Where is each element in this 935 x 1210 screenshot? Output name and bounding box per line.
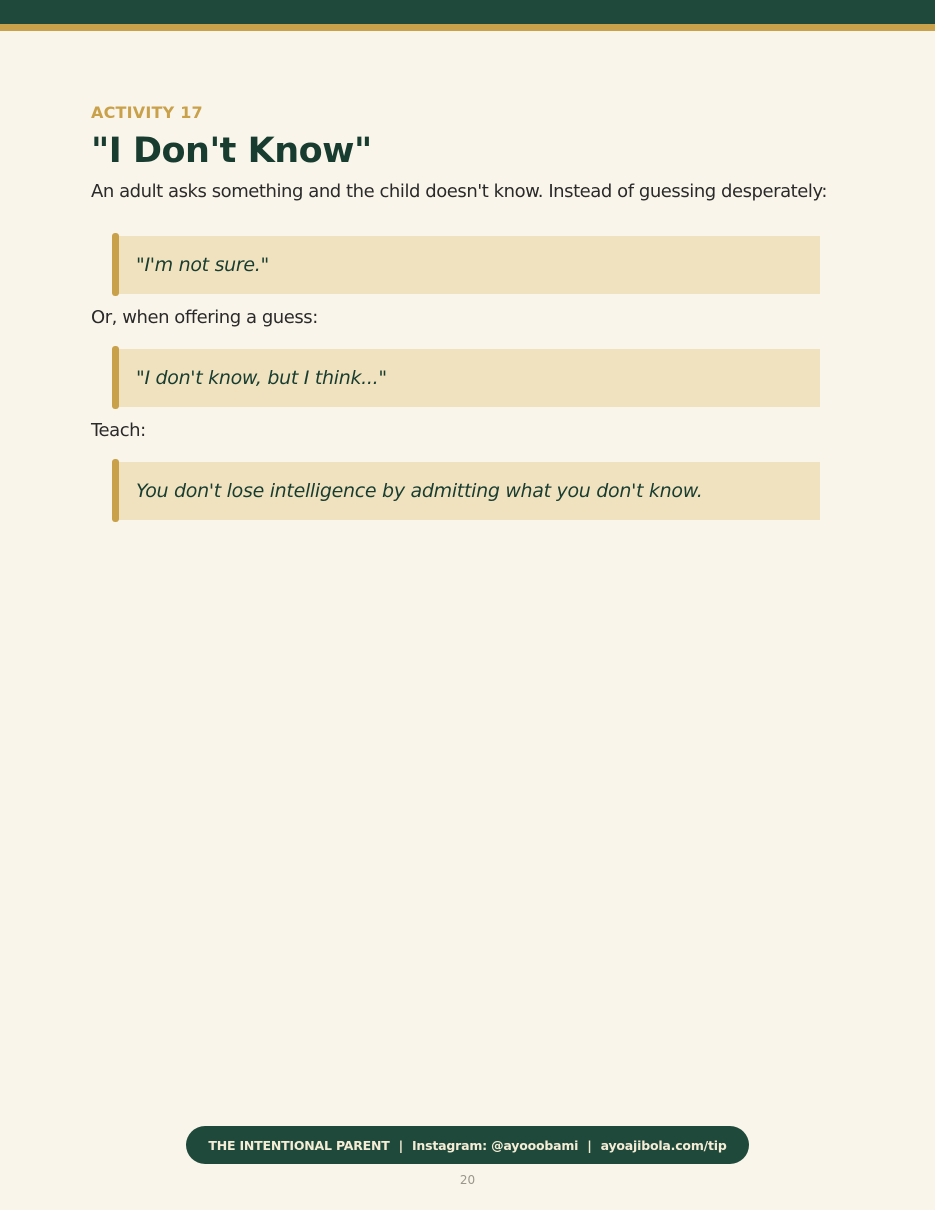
callout-im-not-sure [112,236,820,294]
footer-brand: THE INTENTIONAL PARENT [208,1137,390,1153]
callout-quote: You don't lose intelligence by admitting what you don't know. [136,480,703,502]
activity-label: ACTIVITY 17 [91,103,203,122]
callout-i-dont-know-but [112,349,820,407]
page-number: 20 [459,1173,476,1187]
header-accent-stripe [0,24,935,31]
footer-separator: | [398,1137,403,1153]
page-content [91,102,851,520]
teach-label: Teach: [91,420,146,441]
callout-quote: "I'm not sure." [136,254,269,276]
footer-instagram: Instagram: @ayooobami [411,1137,579,1153]
intro-paragraph: An adult asks something and the child doesn't know. Instead of guessing desperately: [91,181,827,202]
callout-teach-message [112,462,820,520]
footer-banner [186,1126,749,1164]
callout-accent-bar [112,233,119,296]
transition-paragraph: Or, when offering a guess: [91,307,318,328]
callout-quote: "I don't know, but I think..." [136,367,387,389]
callout-accent-bar [112,346,119,409]
callout-accent-bar [112,459,119,522]
footer-separator: | [587,1137,592,1153]
page-title: "I Don't Know" [91,131,372,171]
header-band [0,0,935,24]
footer-website: ayoajibola.com/tip [600,1137,727,1153]
